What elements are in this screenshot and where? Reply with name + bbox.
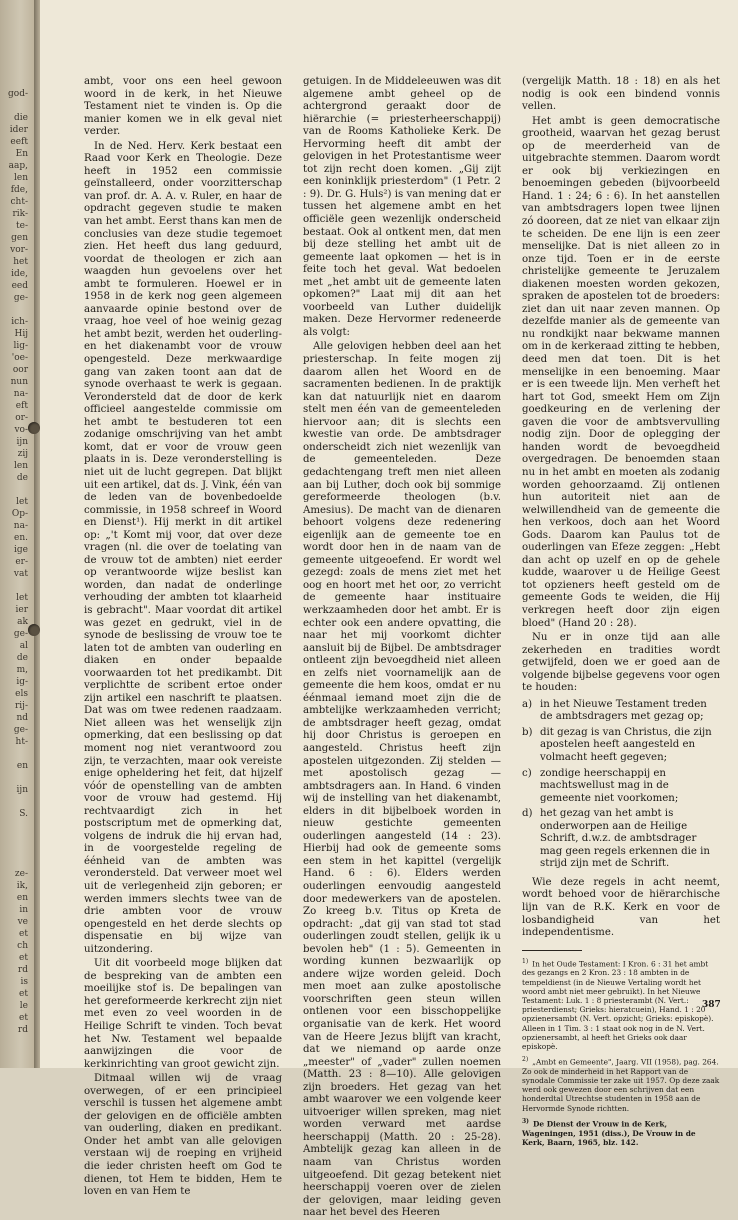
facing-page-edge	[0, 0, 34, 1068]
list-item	[522, 727, 720, 765]
gutter-fragment: Op-	[11, 509, 28, 519]
footnote-rule	[522, 950, 582, 951]
paragraph: Alle gelovigen hebben deel aan het priesterschap. In feite mogen zij daarom allen het Woord en de sacramenten bedienen. In de praktijk kan dat natuurlijk niet en daarom stelt men één van de gemeenteleden hiervoor aan; dit is slechts een kwestie van orde. De ambtsdrager onderscheidt zich niet wezenlijk van de gemeenteleden. Deze gedachtengang treft men niet alleen aan bij Luther, doch ook bij sommige gereformeerde theologen (b.v. Amesius). De macht van de dienaren behoort volgens deze redenering eigenlijk aan de gemeente toe en wordt door hen in de naam van de gemeente uitgeoefend. Er wordt wel gezegd: zoals de mens ziet met het oog en hoort met het oor, zo verricht de gemeente haar instituaire werkzaamheden door het ambt. Er is echter ook een andere opvatting, die naar het mij voorkomt dichter aansluit bij de Bijbel. De ambtsdrager ontleent zijn bevoegdheid niet alleen en zelfs niet voornamelijk aan de gemeente die hem koos, omdat er nu éénmaal iemand moet zijn die de ambtelijke werkzaamheden verricht; de ambtsdrager heeft gezag, omdat hij door Christus is geroepen en aangesteld. Christus heeft zijn apostelen uitgezonden. Zij stelden — met apostolisch gezag — ambtsdragers aan. In Hand. 6 vinden wij de instelling van het diakenambt, elders in dit bijbelboek worden in nieuw gestichte gemeenten ouderlingen aangesteld (14 : 23). Hierbij had ook de gemeente soms een stem in het kapittel (vergelijk Hand. 6 : 6). Elders werden ouderlingen eenvoudig aangesteld door medewerkers van de apostelen. Zo kreeg b.v. Titus op Kreta de opdracht: „dat gij van stad tot stad ouderlingen zoudt stellen, gelijk ik u bevolen heb" (1 : 5). Gemeenten in wording kunnen bezwaarlijk op andere wijze worden geleid. Doch men moet aan zulke apostolische voorschriften geen steun willen ontlenen voor een bisschoppelijke organisatie van de kerk. Het woord van de Heere Jezus blijft van kracht, dat we niemand op aarde onze „meester" of „vader" zullen noemen (Matth. 23 : 8—10). Alle gelovigen zijn broeders. Het gezag van het ambt waarover we een volgende keer uitvoeriger willen spreken, mag niet worden verward met aardse heerschappij (Matth. 20 : 25-28). Ambtelijk gezag kan alleen in de naam van Christus worden uitgeoefend. Dit gezag betekent niet heerschappij voeren over de zielen der gelovigen, maar leiding geven naar het bevel des Heeren	[303, 341, 501, 1219]
paragraph: In de Ned. Herv. Kerk bestaat een Raad voor Kerk en Theologie. Deze heeft in 1952 een commissie geïnstalleerd, onder voorzitterschap van prof. dr. A. A. v. Ruler, en haar de opdracht gegeven studie te maken van het ambt. Eerst thans kan men de conclusies van deze studie tegemoet zien. Het heeft dus lang geduurd, voordat de theologen er zich aan waagden hun gevoelens over het ambt te formuleren. Hoewel er in 1958 in de kerk nog geen algemeen aanvaarde opinie bestond over de vraag, hoe veel of hoe weinig gezag het ambt bezit, werden het ouderling- en het diakenambt voor de vrouw opengesteld. Deze merkwaardige gang van zaken toont aan dat de synode overhaast te werk is gegaan. Verondersteld dat de door de kerk officieel aangestelde commissie om het ambt te bestuderen tot een zodanige omschrijving van het ambt komt, dat er voor de vrouw geen plaats in is. Deze veronderstelling is niet uit de lucht gegrepen. Dat blijkt uit een artikel, dat ds. J. Vink, één van de leden van de bovenbedoelde commissie, in 1958 schreef in Woord en Dienst¹). Hij merkt in dit artikel op: „'t Komt mij voor, dat over deze vragen (nl. die over de toelating van de vrouw tot de ambten) niet eerder op verantwoorde wijze beslist kan worden, dan nadat de onderlinge verhouding der ambten tot klaarheid is gebracht". Maar voordat dit artikel was gezet en gedrukt, viel in de synode de beslissing de vrouw toe te laten tot de ambten van ouderling en diaken en onder bepaalde voorwaarden tot het predikambt. Dit verplichtte de scribent ertoe onder zijn artikel een naschrift te plaatsen. Dat was om twee redenen raadzaam. Niet alleen was het wenselijk zijn opmerking, dat een beslissing op dat moment nog niet verantwoord zou zijn, te verzachten, maar ook vereiste enige opheldering het feit, dat hijzelf vóór de openstelling van de ambten voor de vrouw had gestemd. Hij rechtvaardigt zich in het postscriptum met de opmerking dat, volgens de indruk die hij ervan had, in de voorgestelde regeling de éénheid van de ambten was verondersteld. Dat verweer moet wel uit de verlegenheid zijn geboren; er werden immers slechts twee van de drie ambten voor de vrouw opengesteld en het derde slechts op dispensatie en bij wijze van uitzondering.	[84, 140, 282, 955]
gutter-fragment	[0, 748, 31, 760]
gutter-fragment: eft	[15, 401, 28, 411]
gutter-fragment: rd	[17, 1025, 28, 1035]
gutter-fragment: let	[16, 497, 28, 507]
list-item-label: b)	[522, 726, 533, 738]
gutter-fragment: vo-	[14, 425, 28, 435]
paragraph: getuigen. In de Middeleeuwen was dit algemene ambt geheel op de achtergrond geraakt door de hiërarchie (= priesterheerschappij) van de Rooms Katholieke Kerk. De Hervorming heeft dit ambt der gelovigen in het Protestantisme weer tot zijn recht doen komen. „Gij zijt een koninklijk priesterdom" (1 Petr. 2 : 9). Dr. G. Huls²) is van mening dat er tussen het algemene ambt en het officiële geen wezenlijk onderscheid bestaat. Ook al ontkent men, dat men bij deze stelling het ambt uit de gemeente laat opkomen — het is in feite toch het geval. Wat bedoelen met „het ambt uit de gemeente laten opkomen?" Laat mij dit aan het voorbeeld van Luther duidelijk maken. Deze Hervormer redeneerde als volgt:	[303, 76, 501, 338]
paragraph: Nu er in onze tijd aan alle zekerheden en tradities wordt getwijfeld, doen we er goed aan de volgende bijbelse gegevens voor ogen te houden:	[522, 632, 720, 694]
gutter-fragment: ze-	[14, 869, 28, 879]
gutter-fragment	[0, 820, 31, 832]
gutter-fragment: et	[19, 929, 28, 939]
gutter-fragment: ich-	[11, 317, 28, 327]
footnote-text: „Ambt en Gemeente", Jaarg. VII (1958), pag. 264. Zo ook de minderheid in het Rapport van de synodale Commissie ter zake uit 1957. Op deze zaak werd ook gewezen door een schrijven dat een honderdtal Utrechtse studenten in 1958 aan de Hervormde Synode richtten.	[522, 1057, 720, 1113]
criteria-list	[522, 699, 720, 871]
gutter-fragment	[0, 832, 31, 844]
footnote-text: De Dienst der Vrouw in de Kerk, Wageningen, 1951 (diss.), De Vrouw in de Kerk, Baarn, 1965, blz. 142.	[522, 1119, 696, 1147]
gutter-fragment: ge-	[13, 629, 28, 639]
gutter-fragment: lig-	[13, 341, 28, 351]
gutter-fragment: god-	[8, 89, 28, 99]
gutter-fragment: m,	[16, 665, 28, 675]
gutter-fragment: nun	[10, 377, 28, 387]
gutter-fragment: ijn	[16, 785, 28, 795]
footnote	[522, 1055, 720, 1113]
footnote	[522, 957, 720, 1052]
gutter-fragment: En	[15, 149, 28, 159]
paragraph: ambt, voor ons een heel gewoon woord in de kerk, in het Nieuwe Testament niet te vinden is. Op die manier komen we in elk geval niet verder.	[84, 76, 282, 138]
footnote-number: 3)	[522, 1117, 530, 1125]
gutter-fragment: 'oe-	[11, 353, 28, 363]
binding-hole	[28, 624, 40, 636]
gutter-fragment: na-	[13, 389, 28, 399]
binding-hole	[28, 422, 40, 434]
paragraph: Het ambt is geen democratische grootheid, waarvan het gezag berust op de meerderheid van de uitgebrachte stemmen. Daarom wordt er ook bij verkiezingen en benoemingen gebeden (bijvoorbeeld Hand. 1 : 24; 6 : 6). In het aanstellen van ambtsdragers lopen twee lijnen zó dooreen, dat ze niet van elkaar zijn te scheiden. De ene lijn is een zeer menselijke. Dat is niet alleen zo in onze tijd. Toen er in de eerste christelijke gemeente te Jeruzalem diakenen moesten worden gekozen, spraken de apostelen tot de broeders: ziet dan uit naar zeven mannen. Op dezelfde manier als de gemeente van nu rondkijkt naar bekwame mannen om in de kerkeraad zitting te hebben, deed men dat toen. Dit is het menselijke in een benoeming. Maar er is een tweede lijn. Men verheft het hart tot God, smeekt Hem om Zijn goedkeuring en de verlening der gaven die voor de ambtsvervulling nodig zijn. Door de oplegging der handen wordt de bevoegdheid overgedragen. De benoemden staan nu in het ambt en moeten als zodanig worden gehoorzaamd. Zij ontlenen hun autoriteit niet aan de welwillendheid van de gemeente die hen verkoos, doch aan het Woord Gods. Daarom kan Paulus tot de ouderlingen van Efeze zeggen: „Hebt dan acht op uzelf en op de gehele kudde, waarover u de Heilige Geest tot opzieners heeft gesteld om de gemeente Gods te weiden, die Hij verkregen heeft door zijn eigen bloed" (Hand 20 : 28).	[522, 115, 720, 629]
gutter-fragment: rij-	[14, 701, 28, 711]
text-column-1	[84, 76, 282, 1198]
gutter-fragment: en.	[14, 533, 28, 543]
gutter-fragment: ve	[17, 917, 28, 927]
gutter-fragment: ijn	[16, 437, 28, 447]
list-item	[522, 699, 720, 724]
gutter-fragment: ik,	[16, 881, 28, 891]
gutter-fragment: ge-	[13, 725, 28, 735]
gutter-fragment: oor	[12, 365, 28, 375]
gutter-fragment: ige	[14, 545, 28, 555]
gutter-fragment: let	[16, 593, 28, 603]
list-item-label: a)	[522, 698, 533, 710]
gutter-fragment: cht-	[10, 197, 28, 207]
gutter-fragment: rik-	[12, 209, 28, 219]
gutter-fragment: or-	[15, 413, 28, 423]
gutter-fragment: de	[16, 473, 28, 483]
gutter-fragment: vat	[13, 569, 28, 579]
text-column-3	[522, 76, 720, 1147]
list-item-text: zondige heerschappij en machtswellust mag in de gemeente niet voorkomen;	[540, 767, 679, 804]
gutter-fragment: rd	[17, 965, 28, 975]
closing-paragraph: Wie deze regels in acht neemt, wordt behoed voor de hiërarchische lijn van de R.K. Kerk en voor de losbandigheid van het independentisme.	[522, 876, 720, 939]
gutter-fragment: te-	[16, 221, 28, 231]
footnote	[522, 1117, 720, 1147]
gutter-fragment	[0, 772, 31, 784]
footnotes	[522, 957, 720, 1147]
gutter-fragment	[0, 844, 31, 856]
document-page	[40, 0, 738, 1219]
gutter-fragment: len	[13, 461, 28, 471]
gutter-fragment: eed	[11, 281, 28, 291]
gutter-fragment: ak	[17, 617, 28, 627]
gutter-fragment	[0, 580, 31, 592]
gutter-fragment: in	[19, 905, 28, 915]
list-item-label: d)	[522, 808, 533, 820]
list-item-label: c)	[522, 767, 532, 779]
gutter-fragment: Hij	[14, 329, 28, 339]
gutter-fragment	[0, 484, 31, 496]
list-item	[522, 808, 720, 871]
list-item	[522, 768, 720, 806]
gutter-fragment: els	[15, 689, 28, 699]
gutter-fragment: ch	[17, 941, 28, 951]
gutter-fragment: ge-	[13, 293, 28, 303]
paragraph: Ditmaal willen wij de vraag overwegen, of er een principieel verschil is tussen het algemene ambt der gelovigen en de officiële ambten van ouderling, diaken en predikant. Onder het ambt van alle gelovigen verstaan wij de roeping en vrijheid die ieder christen heeft om God te dienen, tot Hem te bidden, Hem te loven en van Hem te	[84, 1073, 282, 1198]
gutter-fragment: en	[16, 761, 28, 771]
gutter-fragment: is	[20, 977, 28, 987]
list-item-text: in het Nieuwe Testament treden de ambtsdragers met gezag op;	[540, 698, 707, 723]
gutter-fragment: et	[19, 1013, 28, 1023]
gutter-fragment: et	[19, 989, 28, 999]
gutter-fragment: fde,	[10, 185, 28, 195]
list-item-text: dit gezag is van Christus, die zijn apostelen heeft aangesteld en volmacht heeft gegeven;	[540, 726, 712, 763]
text-column-2	[303, 76, 501, 1219]
gutter-fragment: ig-	[16, 677, 28, 687]
gutter-fragment: en	[16, 893, 28, 903]
list-item-text: het gezag van het ambt is onderworpen aan de Heilige Schrift, d.w.z. de ambtsdrager mag geen regels erkennen die in strijd zijn met de Schrift.	[540, 808, 710, 870]
gutter-fragment	[0, 796, 31, 808]
footnote-number: 1)	[522, 957, 529, 965]
gutter-fragment: gen	[11, 233, 28, 243]
gutter-fragment: eeft	[10, 137, 28, 147]
gutter-fragment: het	[13, 257, 28, 267]
gutter-fragment: vor-	[10, 245, 28, 255]
gutter-fragment	[0, 856, 31, 868]
gutter-fragment: de	[16, 653, 28, 663]
gutter-fragment: er-	[15, 557, 28, 567]
gutter-fragment	[0, 304, 31, 316]
gutter-fragment: al	[19, 641, 28, 651]
gutter-fragment: ht-	[15, 737, 28, 747]
gutter-fragment: S.	[19, 809, 28, 819]
footnote-number: 2)	[522, 1056, 529, 1064]
footnote-text: In het Oude Testament: I Kron. 6 : 31 het ambt des gezangs en 2 Kron. 23 : 18 ambten in de tempeldienst (in de Nieuwe Vertaling wordt het woord ambt niet meer gebruikt). In het Nieuwe Testament: Luk. 1 : 8 priesterambt (N. Vert.: priesterdienst; Grieks: hieratcuein), Hand. 1 : 20 opzienersambt (N. Vert. opzicht; Grieks: episkopè). Alleen in 1 Tim. 3 : 1 staat ook nog in de N. Vert. opzienersambt, al heeft het Grieks ook daar episkopè.	[522, 959, 714, 1051]
gutter-fragment	[0, 100, 31, 112]
page-number: 387	[702, 1000, 721, 1010]
gutter-fragment: na-	[13, 521, 28, 531]
paragraph: (vergelijk Matth. 18 : 18) en als het nodig is ook een bindend vonnis vellen.	[522, 76, 720, 113]
gutter-fragment: nd	[16, 713, 28, 723]
gutter-fragment: le	[19, 1001, 28, 1011]
gutter-fragment: aap,	[8, 161, 28, 171]
paragraph: Uit dit voorbeeld moge blijken dat de bespreking van de ambten een moeilijke stof is. De bepalingen van het gereformeerde kerkrecht zijn niet met even zo veel woorden in de Heilige Schrift te vinden. Toch bevat het Nw. Testament wel bepaalde aanwijzingen die voor de kerkinrichting van groot gewicht zijn.	[84, 958, 282, 1070]
gutter-fragment: ider	[9, 125, 28, 135]
gutter-fragment: die	[14, 113, 28, 123]
gutter-fragment: ide,	[11, 269, 28, 279]
gutter-fragment: len	[13, 173, 28, 183]
gutter-fragment: zij	[17, 449, 28, 459]
gutter-fragment: et	[19, 953, 28, 963]
gutter-fragment: ier	[15, 605, 28, 615]
